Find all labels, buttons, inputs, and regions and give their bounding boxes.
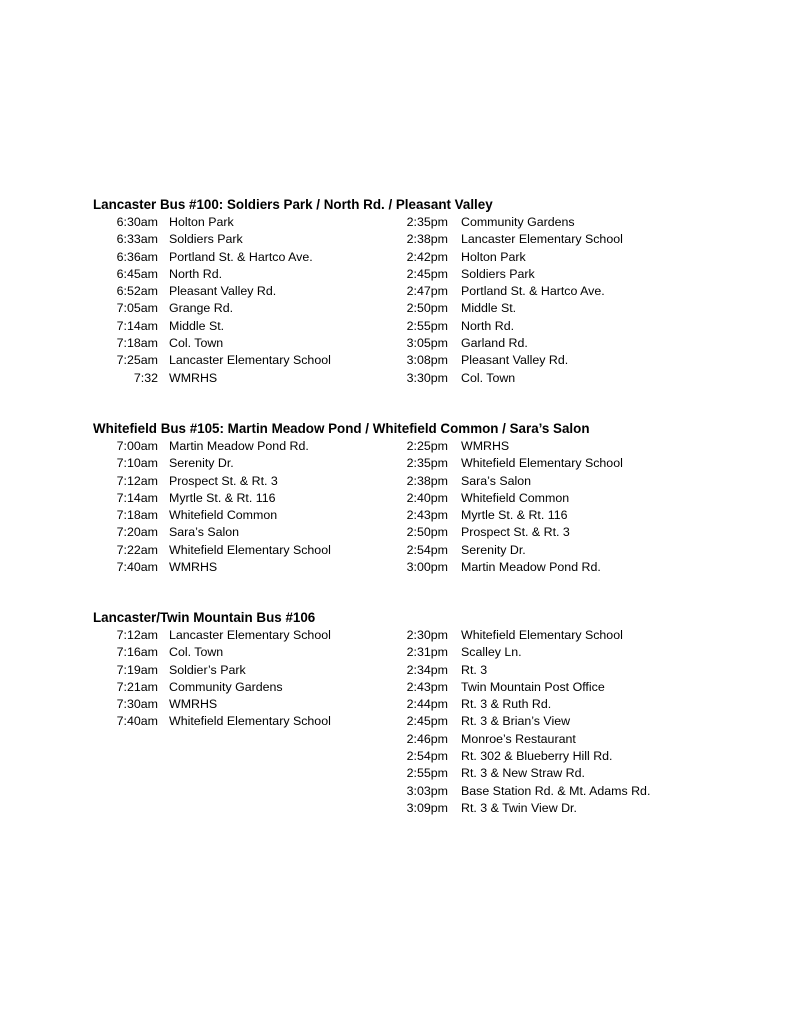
- stop-time: 2:45pm: [406, 266, 448, 281]
- stop-name: Martin Meadow Pond Rd.: [461, 560, 601, 575]
- stop-name: Rt. 3 & Twin View Dr.: [461, 800, 577, 815]
- stop-time: 3:30pm: [406, 370, 448, 385]
- stop-name: Portland St. & Hartco Ave.: [461, 284, 605, 299]
- stop-time: 6:45am: [116, 266, 158, 281]
- stop-name: Whitefield Elementary School: [461, 456, 623, 471]
- stop-time: 2:50pm: [406, 301, 448, 316]
- stop-name: Prospect St. & Rt. 3: [461, 525, 570, 540]
- stop-time: 2:45pm: [406, 714, 448, 729]
- stop-time: 7:30am: [116, 697, 158, 712]
- stop-name: Whitefield Elementary School: [169, 714, 331, 729]
- route-title: Lancaster/Twin Mountain Bus #106: [93, 610, 316, 625]
- stop-name: Rt. 3 & Brian’s View: [461, 714, 571, 729]
- route-section-bus-100: [93, 196, 733, 385]
- stop-time: 2:43pm: [406, 508, 448, 523]
- stop-name: Pleasant Valley Rd.: [169, 284, 277, 299]
- stop-name: Holton Park: [461, 249, 526, 264]
- stop-time: 6:30am: [116, 215, 158, 229]
- stop-time: 6:36am: [116, 249, 158, 264]
- stop-name: Sara’s Salon: [169, 525, 240, 540]
- stop-name: Pleasant Valley Rd.: [461, 353, 569, 368]
- route-section-bus-105: [93, 420, 733, 575]
- stop-time: 7:10am: [116, 456, 158, 471]
- stop-name: WMRHS: [169, 560, 218, 575]
- stop-time: 7:14am: [116, 318, 158, 333]
- stop-name: Rt. 3: [461, 662, 488, 677]
- stop-time: 2:38pm: [406, 473, 448, 488]
- route-section-bus-106: [93, 609, 733, 815]
- stop-name: Portland St. & Hartco Ave.: [169, 249, 313, 264]
- stop-time: 2:55pm: [406, 766, 448, 781]
- stop-time: 2:35pm: [406, 215, 448, 229]
- stop-name: Whitefield Elementary School: [169, 542, 331, 557]
- route-title: Whitefield Bus #105: Martin Meadow Pond / Whitefield Common / Sara’s Salon: [93, 421, 590, 436]
- stop-name: Garland Rd.: [461, 336, 528, 351]
- stop-time: 7:00am: [116, 439, 158, 453]
- stop-name: Whitefield Common: [169, 508, 278, 523]
- stop-name: Soldiers Park: [461, 266, 535, 281]
- stop-time: 7:40am: [116, 714, 158, 729]
- stop-name: Sara’s Salon: [461, 473, 532, 488]
- stop-time: 7:21am: [116, 679, 158, 694]
- stop-time: 2:54pm: [406, 542, 448, 557]
- stop-time: 7:18am: [116, 336, 158, 351]
- stop-name: Martin Meadow Pond Rd.: [169, 439, 309, 453]
- route-title: Lancaster Bus #100: Soldiers Park / North Rd. / Pleasant Valley: [93, 197, 493, 212]
- stop-name: Soldier’s Park: [169, 662, 246, 677]
- stop-name: North Rd.: [169, 266, 223, 281]
- stop-name: Rt. 302 & Blueberry Hill Rd.: [461, 749, 613, 764]
- stop-name: Whitefield Common: [461, 490, 570, 505]
- stop-time: 2:34pm: [406, 662, 448, 677]
- stop-name: WMRHS: [169, 370, 218, 385]
- stop-time: 7:14am: [116, 490, 158, 505]
- stop-time: 2:54pm: [406, 749, 448, 764]
- stop-time: 3:05pm: [406, 336, 448, 351]
- stop-name: Lancaster Elementary School: [169, 628, 331, 642]
- stop-name: Myrtle St. & Rt. 116: [461, 508, 568, 523]
- stop-time: 7:20am: [116, 525, 158, 540]
- stop-name: Base Station Rd. & Mt. Adams Rd.: [461, 783, 651, 798]
- stop-time: 2:44pm: [406, 697, 448, 712]
- stop-time: 2:30pm: [406, 628, 448, 642]
- stop-name: Soldiers Park: [169, 232, 243, 247]
- stop-name: Grange Rd.: [169, 301, 234, 316]
- stop-name: Community Gardens: [461, 215, 575, 229]
- stop-time: 7:25am: [116, 353, 158, 368]
- stop-name: Monroe’s Restaurant: [461, 731, 576, 746]
- stop-name: Lancaster Elementary School: [169, 353, 331, 368]
- stop-time: 7:19am: [116, 662, 158, 677]
- stop-name: Twin Mountain Post Office: [461, 679, 605, 694]
- stop-name: Rt. 3 & New Straw Rd.: [461, 766, 585, 781]
- stop-time: 7:05am: [116, 301, 158, 316]
- stop-name: Holton Park: [169, 215, 234, 229]
- stop-time: 2:42pm: [406, 249, 448, 264]
- stop-name: Community Gardens: [169, 679, 283, 694]
- stop-time: 2:43pm: [406, 679, 448, 694]
- stop-name: Myrtle St. & Rt. 116: [169, 490, 276, 505]
- stop-time: 3:08pm: [406, 353, 448, 368]
- stop-name: Middle St.: [169, 318, 225, 333]
- stop-name: Col. Town: [169, 645, 224, 660]
- stop-time: 2:38pm: [406, 232, 448, 247]
- stop-time: 2:47pm: [406, 284, 448, 299]
- stop-time: 2:40pm: [406, 490, 448, 505]
- stop-name: Col. Town: [169, 336, 224, 351]
- stop-time: 7:12am: [116, 473, 158, 488]
- stop-time: 7:12am: [116, 628, 158, 642]
- stop-time: 7:32: [133, 370, 158, 385]
- stop-name: Serenity Dr.: [169, 456, 234, 471]
- stop-name: Prospect St. & Rt. 3: [169, 473, 278, 488]
- stop-time: 2:55pm: [406, 318, 448, 333]
- stop-name: Scalley Ln.: [461, 645, 522, 660]
- stop-name: WMRHS: [169, 697, 218, 712]
- stop-time: 6:33am: [116, 232, 158, 247]
- stop-time: 6:52am: [116, 284, 158, 299]
- stop-time: 7:16am: [116, 645, 158, 660]
- stop-time: 3:00pm: [406, 560, 448, 575]
- stop-time: 7:22am: [116, 542, 158, 557]
- stop-time: 2:46pm: [406, 731, 448, 746]
- stop-name: Middle St.: [461, 301, 517, 316]
- stop-name: Serenity Dr.: [461, 542, 526, 557]
- stop-time: 2:35pm: [406, 456, 448, 471]
- stop-name: Lancaster Elementary School: [461, 232, 623, 247]
- stop-name: Col. Town: [461, 370, 516, 385]
- stop-time: 2:50pm: [406, 525, 448, 540]
- stop-name: North Rd.: [461, 318, 515, 333]
- stop-time: 2:31pm: [406, 645, 448, 660]
- stop-time: 7:40am: [116, 560, 158, 575]
- stop-name: Whitefield Elementary School: [461, 628, 623, 642]
- stop-time: 3:03pm: [406, 783, 448, 798]
- stop-time: 2:25pm: [406, 439, 448, 453]
- stop-name: WMRHS: [461, 439, 510, 453]
- stop-time: 7:18am: [116, 508, 158, 523]
- stop-time: 3:09pm: [406, 800, 448, 815]
- stop-name: Rt. 3 & Ruth Rd.: [461, 697, 552, 712]
